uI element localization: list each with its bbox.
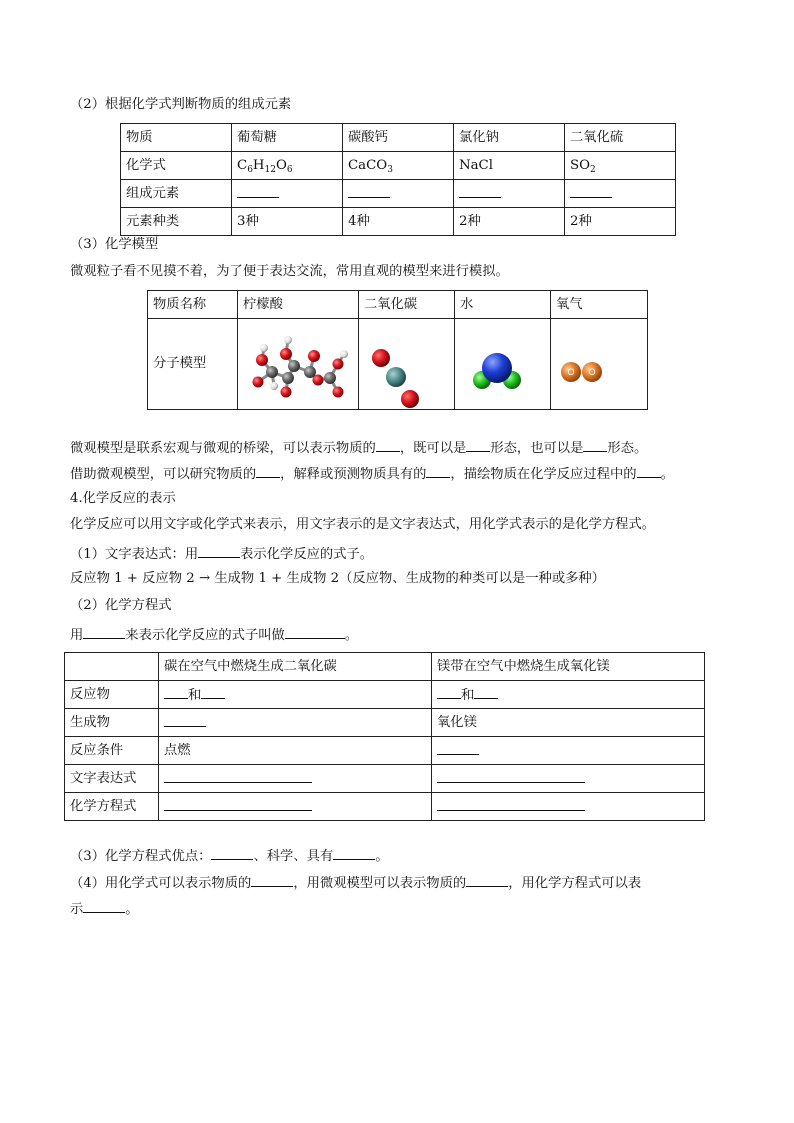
table-row xyxy=(65,709,705,737)
answer-blank[interactable] xyxy=(83,624,125,639)
co2-molecule-icon xyxy=(359,320,455,409)
table-row xyxy=(121,180,676,208)
formula-caco3: CaCO$_3$ xyxy=(343,152,454,180)
word-equation-format: 反应物 1 + 反应物 2 → 生成物 1 + 生成物 2（反应物、生成物的种类可以是一种或多种） xyxy=(70,571,606,586)
answer-blank[interactable] xyxy=(583,437,607,452)
substance-water: 水 xyxy=(455,291,551,319)
water-molecule-icon xyxy=(455,320,551,409)
answer-blank[interactable] xyxy=(432,793,705,821)
representation-question: （4）用化学式可以表示物质的 ，用微观模型可以表示物质的 ，用化学方程式可以表 xyxy=(70,872,641,893)
chem-equation-definition: 用 来表示化学反应的式子叫做 。 xyxy=(70,624,358,645)
row-header-chem-equation: 化学方程式 xyxy=(65,793,159,821)
table-row xyxy=(121,124,676,152)
formula-so2: $SO_2$ xyxy=(565,152,676,180)
row-header-word-equation: 文字表达式 xyxy=(65,765,159,793)
answer-blank[interactable] xyxy=(198,543,240,558)
oxygen-model-cell xyxy=(551,319,648,410)
product-magnesium: 氧化镁 xyxy=(432,709,705,737)
reactants-carbon: 和 xyxy=(159,681,432,709)
row-header-formula: 化学式 xyxy=(121,152,232,180)
row-header-elements: 组成元素 xyxy=(121,180,232,208)
o2-molecule-icon xyxy=(551,320,648,409)
formula-glucose: $C_6H_{12}O_6$ xyxy=(232,152,343,180)
answer-blank[interactable] xyxy=(343,180,454,208)
substance-nacl: 氯化钠 xyxy=(454,124,565,152)
row-label-molecule-model: 分子模型 xyxy=(148,319,238,410)
header-substance-name: 物质名称 xyxy=(148,291,238,319)
answer-blank[interactable] xyxy=(637,463,661,478)
row-header-conditions: 反应条件 xyxy=(65,737,159,765)
answer-blank[interactable] xyxy=(211,845,253,860)
answer-blank[interactable] xyxy=(426,463,450,478)
kinds-caco3: 4种 xyxy=(343,208,454,236)
table-row xyxy=(65,681,705,709)
row-header-reactants: 反应物 xyxy=(65,681,159,709)
o-atom-label: O xyxy=(567,366,575,377)
formula-nacl: NaCl xyxy=(454,152,565,180)
col-header-magnesium: 镁带在空气中燃烧生成氧化镁 xyxy=(432,653,705,681)
reactants-magnesium: 和 xyxy=(432,681,705,709)
kinds-nacl: 2种 xyxy=(454,208,565,236)
answer-blank[interactable] xyxy=(159,709,432,737)
table-row xyxy=(148,319,648,410)
table-row xyxy=(121,208,676,236)
word-equation-definition: （1）文字表达式：用 表示化学反应的式子。 xyxy=(70,543,373,564)
col-header-carbon: 碳在空气中燃烧生成二氧化碳 xyxy=(159,653,432,681)
substance-co2: 二氧化碳 xyxy=(359,291,455,319)
water-model-cell xyxy=(455,319,551,410)
part3-heading: （3）化学模型 xyxy=(70,237,159,252)
substance-so2: 二氧化硫 xyxy=(565,124,676,152)
substance-glucose: 葡萄糖 xyxy=(232,124,343,152)
answer-blank[interactable] xyxy=(437,684,461,699)
kinds-so2: 2种 xyxy=(565,208,676,236)
answer-blank[interactable] xyxy=(466,437,490,452)
row-header-products: 生成物 xyxy=(65,709,159,737)
answer-blank[interactable] xyxy=(454,180,565,208)
answer-blank[interactable] xyxy=(285,624,345,639)
table-row xyxy=(65,653,705,681)
chem-equation-heading: （2）化学方程式 xyxy=(70,598,172,613)
section4-title: 4.化学反应的表示 xyxy=(70,491,176,506)
citric-acid-molecule-icon xyxy=(238,320,359,409)
table-row xyxy=(121,152,676,180)
substance-caco3: 碳酸钙 xyxy=(343,124,454,152)
part2-heading: （2）根据化学式判断物质的组成元素 xyxy=(70,97,292,112)
representation-question-cont: 示 。 xyxy=(70,898,139,919)
model-paragraph-1: 微观模型是联系宏观与微观的桥梁，可以表示物质的 ，既可以是 形态，也可以是 形态。 xyxy=(70,437,647,458)
answer-blank[interactable] xyxy=(432,737,705,765)
reaction-table xyxy=(64,652,705,821)
answer-blank[interactable] xyxy=(159,793,432,821)
co2-model-cell xyxy=(359,319,455,410)
answer-blank[interactable] xyxy=(333,845,375,860)
answer-blank[interactable] xyxy=(164,684,188,699)
table-row xyxy=(65,793,705,821)
answer-blank[interactable] xyxy=(159,765,432,793)
table-row xyxy=(65,765,705,793)
section4-intro: 化学反应可以用文字或化学式来表示，用文字表示的是文字表达式，用化学式表示的是化学方程式。 xyxy=(70,517,656,532)
substance-citric-acid: 柠檬酸 xyxy=(238,291,359,319)
answer-blank[interactable] xyxy=(251,872,293,887)
o-atom-label: O xyxy=(588,366,596,377)
equation-advantages: （3）化学方程式优点： 、科学、具有 。 xyxy=(70,845,389,866)
answer-blank[interactable] xyxy=(256,463,280,478)
answer-blank[interactable] xyxy=(376,437,400,452)
table-row xyxy=(65,737,705,765)
condition-carbon: 点燃 xyxy=(159,737,432,765)
answer-blank[interactable] xyxy=(83,898,125,913)
answer-blank[interactable] xyxy=(466,872,508,887)
kinds-glucose: 3种 xyxy=(232,208,343,236)
answer-blank[interactable] xyxy=(565,180,676,208)
corner-cell xyxy=(65,653,159,681)
citric-acid-model-cell xyxy=(238,319,359,410)
answer-blank[interactable] xyxy=(474,684,498,699)
row-header-substance: 物质 xyxy=(121,124,232,152)
model-table xyxy=(147,290,648,410)
part3-intro: 微观粒子看不见摸不着，为了便于表达交流，常用直观的模型来进行模拟。 xyxy=(70,264,509,279)
answer-blank[interactable] xyxy=(201,684,225,699)
answer-blank[interactable] xyxy=(232,180,343,208)
table-row xyxy=(148,291,648,319)
answer-blank[interactable] xyxy=(432,765,705,793)
substance-oxygen: 氧气 xyxy=(551,291,648,319)
model-paragraph-2: 借助微观模型，可以研究物质的 ，解释或预测物质具有的 ，描绘物质在化学反应过程中的 。 xyxy=(70,463,674,484)
composition-table xyxy=(120,123,676,236)
row-header-kinds: 元素种类 xyxy=(121,208,232,236)
